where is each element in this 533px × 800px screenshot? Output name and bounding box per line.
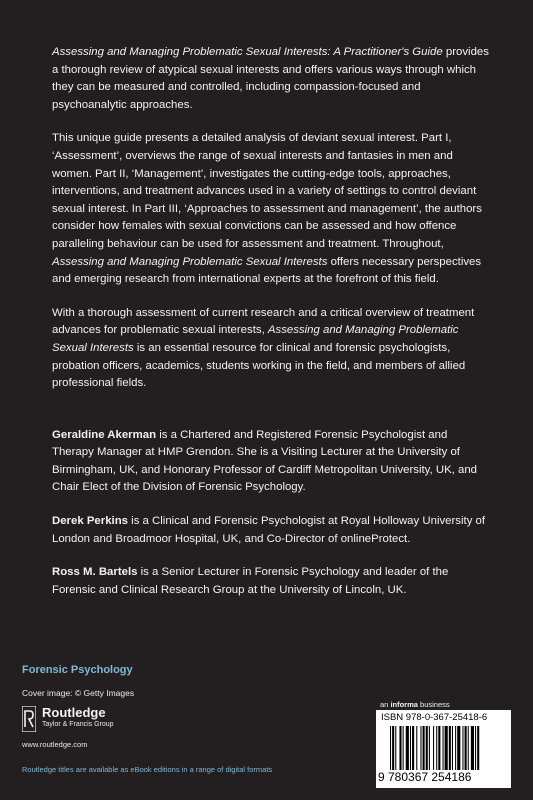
book-title: Assessing and Managing Problematic Sexual Interests: A Practitioner's Guide — [52, 46, 443, 58]
book-title: Assessing and Managing Problematic Sexual Interests — [52, 324, 459, 354]
author-bio: Ross M. Bartels is a Senior Lecturer in Forensic Psychology and leader of the Forensic and Clinical Research Group at the University of Lincoln, UK. — [52, 566, 449, 596]
author-name: Derek Perkins — [52, 515, 128, 528]
author-bios — [52, 427, 492, 600]
barcode — [376, 710, 511, 788]
publisher-url: www.routledge.com — [22, 740, 88, 749]
informa-tagline: an informa business — [380, 700, 450, 709]
routledge-logo-icon — [22, 706, 36, 732]
barcode-digits: 9 780367 254186 — [378, 770, 472, 784]
isbn-text: ISBN 978-0-367-25418-6 — [381, 712, 488, 723]
series-name: Forensic Psychology — [22, 664, 133, 676]
blurb-paragraph-3: With a thorough assessment of current research and a critical overview of treatment advances for problematic sexual interests, Assessing and Managing Problematic Sexual Interests is an essential resource for clinical and forensic psychologists, probation officers, academics, students working in the field, and members of allied professional fields. — [52, 306, 475, 390]
ebook-note: Routledge titles are available as eBook editions in a range of digital formats — [22, 765, 273, 774]
publisher-subtitle: Taylor & Francis Group — [42, 721, 114, 728]
author-bio: Geraldine Akerman is a Chartered and Registered Forensic Psychologist and Therapy Manager at HMP Grendon. She is a Visiting Lecturer at the University of Birmingham, UK, and Honorary Professor of Cardiff Metropolitan University, UK, and Chair Elect of the Division of Forensic Psychology. — [52, 428, 478, 494]
author-name: Ross M. Bartels — [52, 566, 138, 579]
blurb-paragraph-1: Assessing and Managing Problematic Sexual Interests: A Practitioner's Guide provides a thorough review of atypical sexual interests and offers various ways through which they can be measured and controlled, including compassion-focused and psychoanalytic approaches. — [52, 46, 489, 111]
publisher-logo — [22, 706, 114, 740]
author-bio: Derek Perkins is a Clinical and Forensic Psychologist at Royal Holloway University of London and Broadmoor Hospital, UK, and Co-Director of onlineProtect. — [52, 515, 486, 545]
book-title: Assessing and Managing Problematic Sexual Interests — [52, 255, 328, 268]
back-cover-text — [52, 44, 492, 615]
barcode-bars — [390, 726, 505, 770]
blurb-paragraph-2: This unique guide presents a detailed analysis of deviant sexual interest. Part I, ‘Assessment’, overviews the range of sexual interests and fantasies in men and women. Part II, ‘Management’, investigates the cutting-edge tools, approaches, interventions, and treatment advances used in a variety of settings to control deviant sexual interest. In Part III, ‘Approaches to assessment and management’, the authors consider how females with sexual convictions can be assessed and how offence paralleling behaviour can be used for assessment and treatment. Throughout, Assessing and Managing Problematic Sexual Interests offers necessary perspectives and emerging research from international experts at the forefront of this field. — [52, 132, 482, 286]
author-name: Geraldine Akerman — [52, 428, 157, 441]
publisher-name: Routledge — [42, 705, 106, 720]
cover-credit: Cover image: © Getty Images — [22, 688, 135, 698]
